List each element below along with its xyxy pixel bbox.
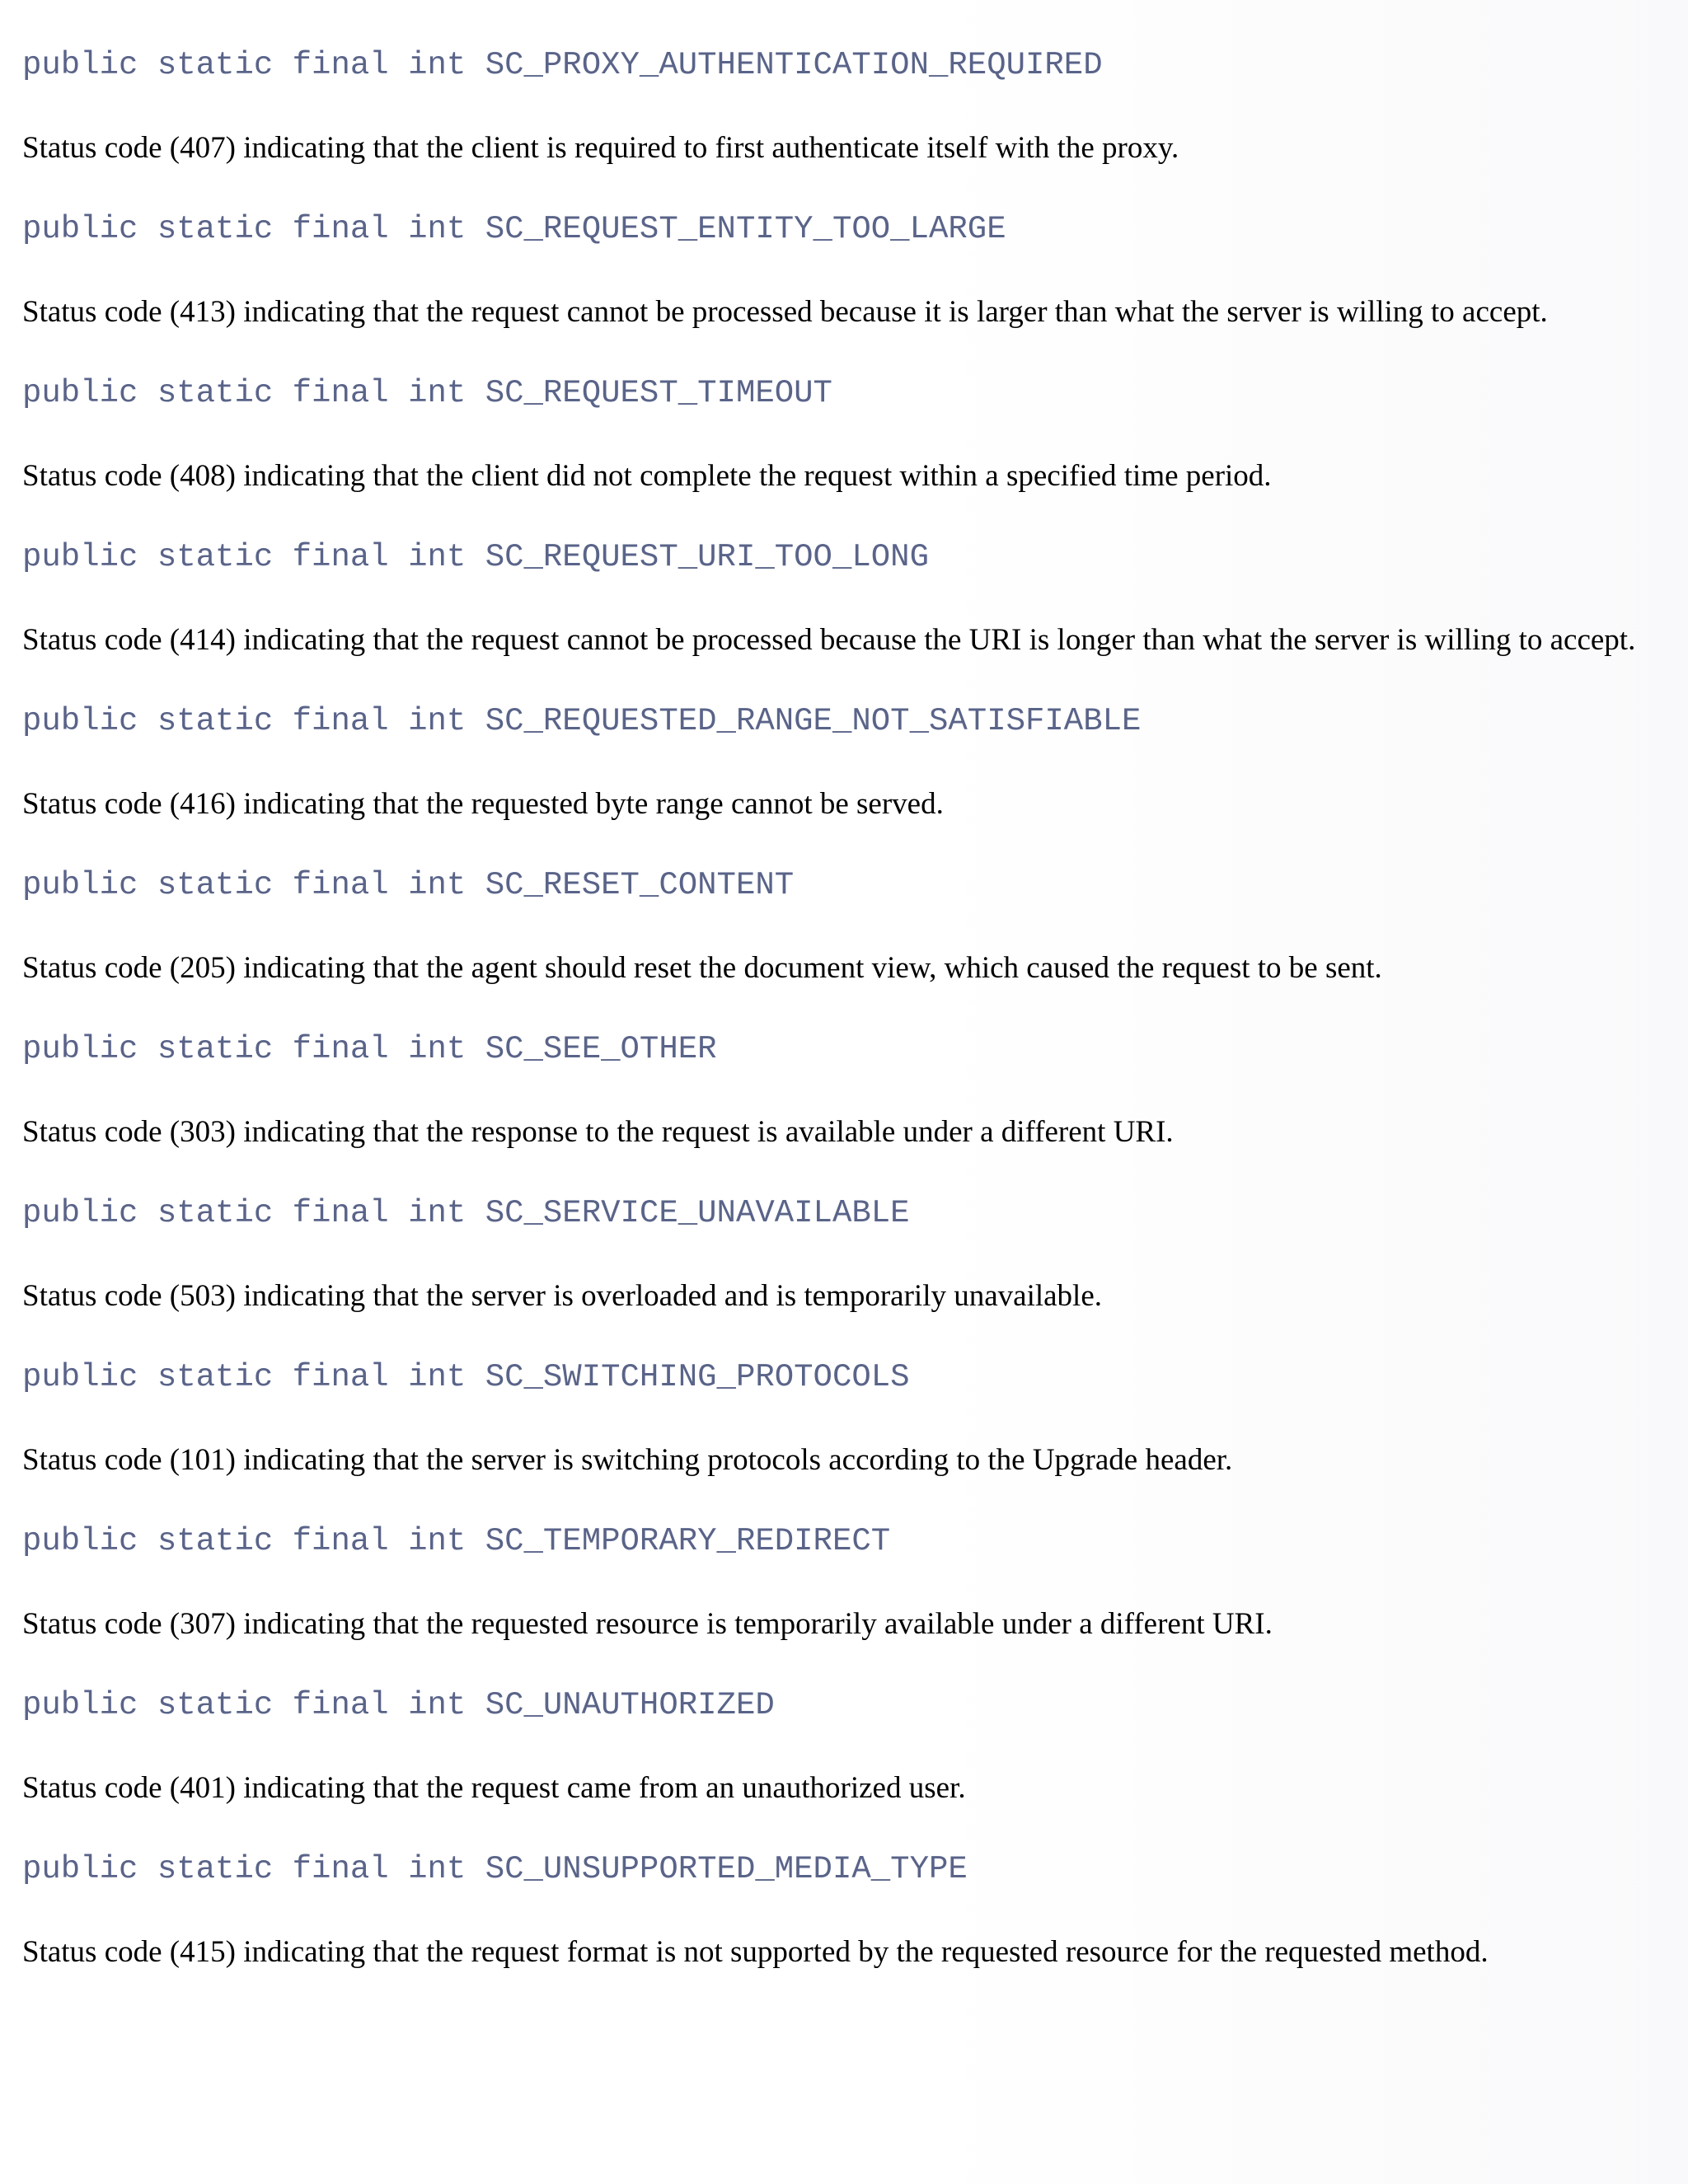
field-entry (22, 1521, 1662, 1644)
field-description: Status code (407) indicating that the client is required to first authenticate itself with the proxy. (22, 131, 1179, 165)
field-description: Status code (414) indicating that the request cannot be processed because the URI is longer than what the server is willing to accept. (22, 623, 1636, 657)
field-signature: public static final int SC_SERVICE_UNAVAILABLE (22, 1195, 910, 1231)
field-signature: public static final int SC_UNAUTHORIZED (22, 1687, 775, 1723)
field-entry (22, 1029, 1662, 1152)
field-signature: public static final int SC_TEMPORARY_REDIRECT (22, 1523, 891, 1559)
field-description: Status code (408) indicating that the client did not complete the request within a specified time period. (22, 459, 1272, 493)
field-entry (22, 1357, 1662, 1480)
field-entry (22, 701, 1662, 824)
field-description: Status code (503) indicating that the server is overloaded and is temporarily unavailable. (22, 1279, 1103, 1313)
field-entry (22, 209, 1662, 332)
field-signature: public static final int SC_PROXY_AUTHENTICATION_REQUIRED (22, 47, 1103, 83)
field-entry (22, 1849, 1662, 1972)
field-signature: public static final int SC_REQUEST_TIMEOUT (22, 375, 832, 411)
field-list (22, 45, 1662, 2013)
field-entry (22, 1685, 1662, 1808)
field-signature: public static final int SC_SEE_OTHER (22, 1031, 717, 1067)
field-entry (22, 865, 1662, 988)
field-signature: public static final int SC_RESET_CONTENT (22, 867, 795, 903)
field-description: Status code (416) indicating that the requested byte range cannot be served. (22, 787, 944, 821)
field-signature: public static final int SC_REQUESTED_RANGE_NOT_SATISFIABLE (22, 703, 1142, 739)
field-signature: public static final int SC_REQUEST_ENTITY_TOO_LARGE (22, 211, 1006, 247)
field-entry (22, 373, 1662, 496)
field-description: Status code (415) indicating that the request format is not supported by the requested resource for the requested method. (22, 1935, 1489, 1969)
field-entry (22, 45, 1662, 168)
field-description: Status code (205) indicating that the agent should reset the document view, which caused the request to be sent. (22, 951, 1382, 985)
field-entry (22, 537, 1662, 660)
field-signature: public static final int SC_SWITCHING_PROTOCOLS (22, 1359, 910, 1395)
field-signature: public static final int SC_UNSUPPORTED_MEDIA_TYPE (22, 1851, 968, 1887)
field-description: Status code (101) indicating that the server is switching protocols according to the Upgrade header. (22, 1443, 1233, 1477)
field-description: Status code (303) indicating that the response to the request is available under a different URI. (22, 1115, 1174, 1149)
field-description: Status code (401) indicating that the request came from an unauthorized user. (22, 1771, 966, 1805)
field-signature: public static final int SC_REQUEST_URI_TOO_LONG (22, 539, 929, 575)
field-description: Status code (307) indicating that the requested resource is temporarily available under a different URI. (22, 1607, 1273, 1641)
field-entry (22, 1193, 1662, 1316)
field-description: Status code (413) indicating that the request cannot be processed because it is larger than what the server is willing to accept. (22, 295, 1548, 329)
